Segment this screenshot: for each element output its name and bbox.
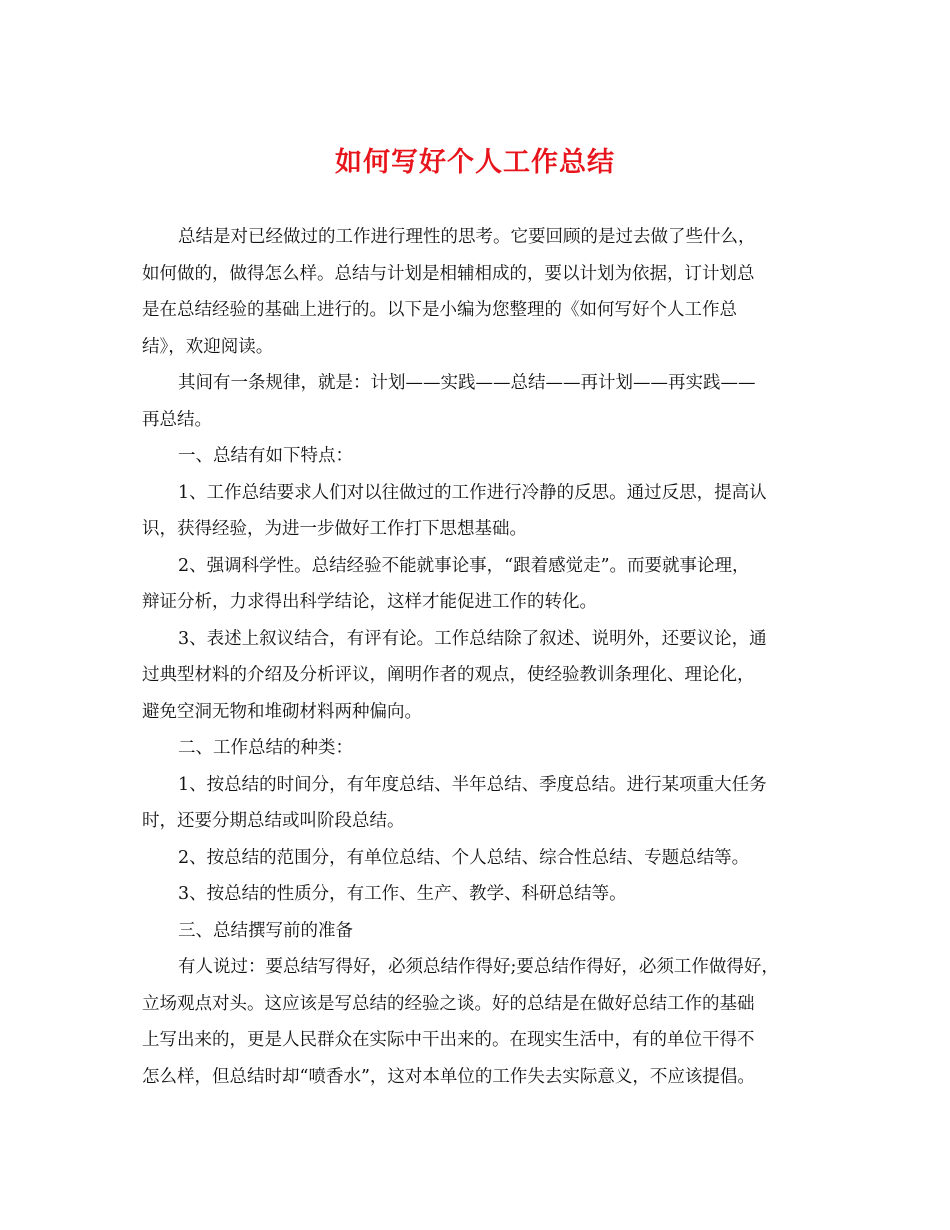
text-line: 识，获得经验，为进一步做好工作打下思想基础。	[142, 519, 527, 539]
text-line: 2、按总结的范围分，有单位总结、个人总结、综合性总结、专题总结等。	[178, 847, 750, 868]
text-line: 总结是对已经做过的工作进行理性的思考。它要回顾的是过去做了些什么，	[178, 227, 756, 247]
text-line: 是在总结经验的基础上进行的。以下是小编为您整理的《如何写好个人工作总	[142, 300, 737, 320]
text-line: 如何做的，做得怎么样。总结与计划是相辅相成的，要以计划为依据，订计划总	[142, 263, 755, 284]
text-line: 2、强调科学性。总结经验不能就事论事，“跟着感觉走”。而要就事论理，	[178, 555, 750, 576]
text-line: 上写出来的，更是人民群众在实际中干出来的。在现实生活中，有的单位干得不	[142, 1030, 755, 1050]
text-line: 时，还要分期总结或叫阶段总结。	[142, 811, 405, 831]
text-line: 辩证分析，力求得出科学结论，这样才能促进工作的转化。	[142, 592, 597, 612]
text-line: 一、总结有如下特点：	[178, 446, 353, 466]
text-line: 三、总结撰写前的准备	[178, 920, 353, 941]
text-line: 避免空洞无物和堆砌材料两种偏向。	[142, 701, 422, 722]
text-line: 过典型材料的介绍及分析评议，阐明作者的观点，使经验教训条理化、理论化，	[142, 665, 755, 685]
document-body	[142, 219, 808, 1095]
text-line: 立场观点对头。这应该是写总结的经验之谈。好的总结是在做好总结工作的基础	[142, 993, 755, 1014]
text-line: 3、表述上叙议结合，有评有论。工作总结除了叙述、说明外，还要议论，通	[178, 628, 767, 649]
text-line: 二、工作总结的种类：	[178, 738, 353, 758]
text-line: 有人说过：要总结写得好，必须总结作得好;要总结作得好，必须工作做得好，	[178, 957, 779, 977]
text-line: 1、按总结的时间分，有年度总结、半年总结、季度总结。进行某项重大任务	[178, 774, 767, 795]
text-line: 1、工作总结要求人们对以往做过的工作进行冷静的反思。通过反思，提高认	[178, 482, 767, 503]
text-line: 其间有一条规律，就是：计划——实践——总结——再计划——再实践——	[178, 373, 756, 393]
text-line: 怎么样，但总结时却“喷香水”，这对本单位的工作失去实际意义，不应该提倡。	[142, 1066, 755, 1087]
text-line: 3、按总结的性质分，有工作、生产、教学、科研总结等。	[178, 884, 627, 904]
text-line: 结》，欢迎阅读。	[142, 336, 274, 357]
text-line: 再总结。	[142, 409, 212, 430]
document-title: 如何写好个人工作总结	[335, 147, 615, 178]
